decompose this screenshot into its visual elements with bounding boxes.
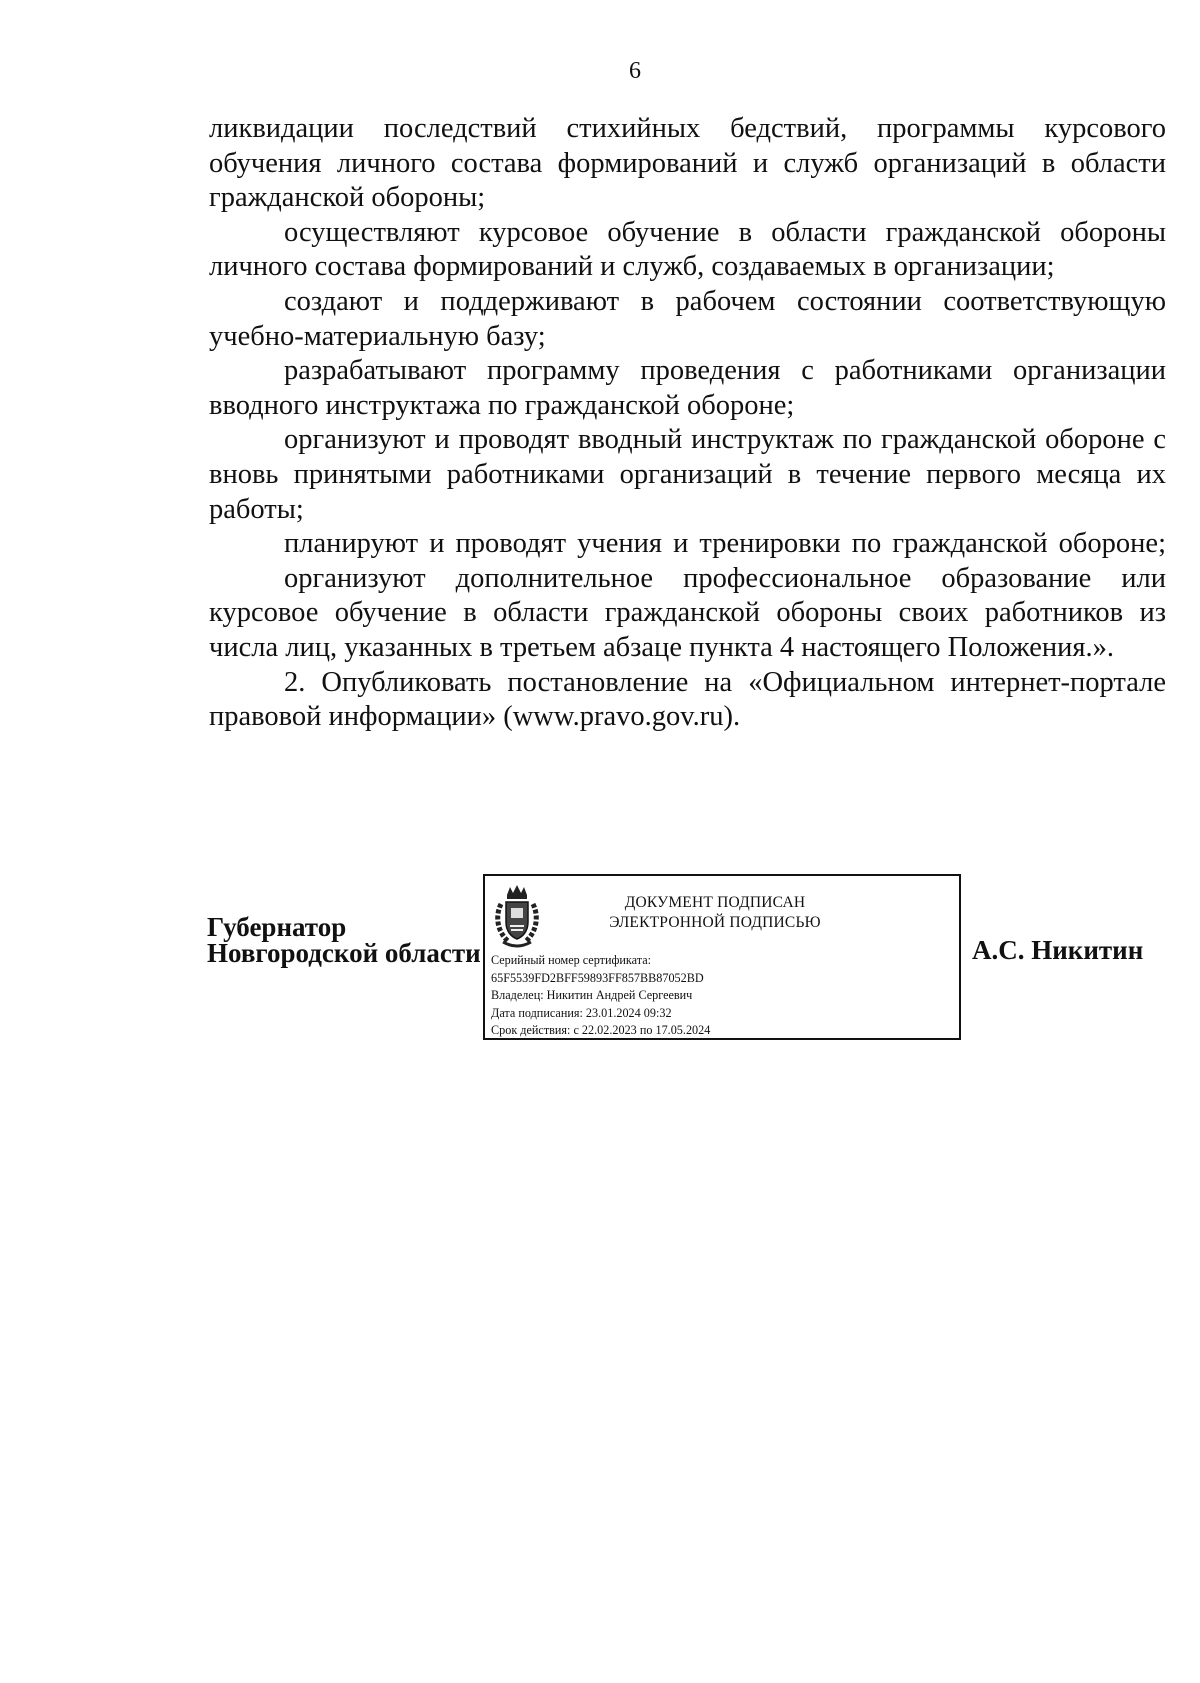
stamp-title-line: ДОКУМЕНТ ПОДПИСАН (624, 894, 806, 911)
signing-date: Дата подписания: 23.01.2024 09:32 (491, 1005, 672, 1020)
paragraph: ликвидации последствий стихийных бедствий, программы курсового обучения личного состава формирований и служб организаций в области гражданской обороны; (209, 113, 1166, 214)
paragraph: создают и поддерживают в рабочем состоянии соответствующую учебно-материальную базу; (209, 285, 1166, 352)
stamp-title-line: ЭЛЕКТРОННОЙ ПОДПИСЬЮ (609, 914, 821, 931)
paragraph: планируют и проводят учения и тренировки по гражданской обороне; (284, 528, 1166, 560)
certificate-number: 65F5539FD2BFF59893FF857BB87052BD (491, 970, 704, 985)
signatory-name: А.С. Никитин (972, 935, 1144, 965)
paragraph: осуществляют курсовое обучение в области гражданской обороны личного состава формирований и служб, создаваемых в организации; (209, 216, 1166, 283)
certificate-details (491, 952, 710, 1040)
position-line: Новгородской области (207, 938, 481, 968)
paragraph: 2. Опубликовать постановление на «Официальном интернет-портале правовой информации» (www.pravo.gov.ru). (209, 666, 1166, 733)
document-body (209, 112, 1166, 735)
signature-stamp-title (565, 893, 865, 933)
paragraph: разрабатывают программу проведения с работниками организации вводного инструктажа по гражданской обороне; (209, 355, 1166, 421)
paragraph: организуют дополнительное профессиональное образование или курсовое обучение в области гражданской обороны своих работников из числа лиц, указанных в третьем абзаце пункта 4 настоящего Положения.». (209, 562, 1166, 663)
certificate-owner: Владелец: Никитин Андрей Сергеевич (491, 988, 693, 1002)
signatory-position (207, 914, 481, 966)
certificate-label: Серийный номер сертификата: (491, 953, 652, 967)
page-number: 6 (629, 58, 641, 84)
coat-of-arms-icon (493, 882, 541, 950)
validity-period: Срок действия: с 22.02.2023 по 17.05.2024 (491, 1023, 711, 1037)
position-line: Губернатор (207, 912, 347, 942)
paragraph: организуют и проводят вводный инструктаж по гражданской обороне с вновь принятыми работниками организаций в течение первого месяца их работы; (209, 424, 1166, 525)
electronic-signature-stamp (483, 874, 961, 1040)
